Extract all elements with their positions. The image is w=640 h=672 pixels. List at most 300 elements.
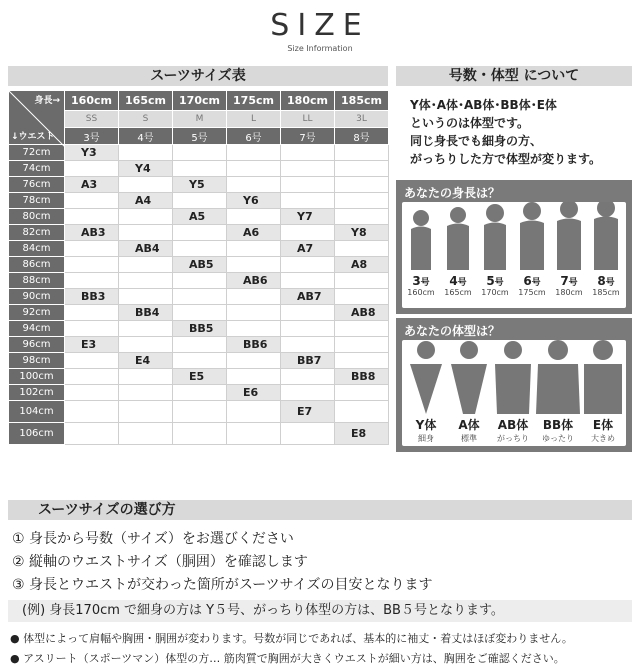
- body-type-desc: がっちり: [497, 434, 529, 443]
- size-code: [65, 258, 81, 271]
- size-code: [65, 322, 81, 335]
- height-box-inner: [402, 202, 626, 308]
- size-cell: [335, 423, 389, 445]
- size-cell: [173, 257, 227, 273]
- letter-size-header: 3L: [335, 111, 389, 128]
- waist-label: 80cm: [9, 209, 65, 225]
- height-figure-label: [588, 274, 624, 297]
- size-cell: [173, 337, 227, 353]
- body-type-box: [396, 318, 632, 452]
- size-cell: [281, 177, 335, 193]
- size-code: BB8: [351, 370, 376, 383]
- size-unit: 号: [568, 278, 578, 288]
- size-cell: [227, 321, 281, 337]
- body-type-intro: [410, 96, 630, 168]
- waist-label: 98cm: [9, 353, 65, 369]
- size-code: [335, 194, 351, 207]
- waist-label: 72cm: [9, 145, 65, 161]
- size-cell: [281, 225, 335, 241]
- size-cell: [119, 241, 173, 257]
- size-cell: [65, 273, 119, 289]
- size-code: [65, 306, 81, 319]
- size-code: [281, 370, 297, 383]
- size-code: [281, 162, 297, 175]
- size-code: [65, 405, 81, 418]
- table-row: [9, 369, 389, 385]
- howto-step-2: ② 縦軸のウエストサイズ（胴囲）を確認します: [12, 554, 308, 570]
- waist-label: 76cm: [9, 177, 65, 193]
- table-row: [9, 401, 389, 423]
- size-table-title: スーツサイズ表: [8, 66, 388, 86]
- size-cell: [335, 305, 389, 321]
- size-cell: [281, 145, 335, 161]
- e-body-icon: [584, 340, 622, 414]
- size-cell: [335, 145, 389, 161]
- size-code: [227, 306, 243, 319]
- size-code: AB5: [189, 258, 214, 271]
- size-code: A7: [297, 242, 314, 255]
- size-cell: [335, 353, 389, 369]
- size-cell: [227, 385, 281, 401]
- table-row: [9, 385, 389, 401]
- size-code: [281, 306, 297, 319]
- size-cell: [227, 401, 281, 423]
- size-cell: [227, 423, 281, 445]
- waist-label: 100cm: [9, 369, 65, 385]
- waist-label: 94cm: [9, 321, 65, 337]
- page-header: [0, 0, 640, 54]
- size-code: E7: [297, 405, 313, 418]
- size-code: [119, 226, 135, 239]
- size-cell: [65, 241, 119, 257]
- size-code: E3: [81, 338, 97, 351]
- size-cell: [119, 321, 173, 337]
- howto-step-1: ① 身長から号数（サイズ）をお選びください: [12, 531, 294, 547]
- size-cell: [173, 193, 227, 209]
- figure-8-icon: [594, 202, 618, 270]
- size-unit: 号: [605, 278, 615, 288]
- size-cell: [119, 353, 173, 369]
- howto-title: スーツサイズの選び方: [8, 500, 632, 520]
- size-code: [119, 210, 135, 223]
- size-cell: [65, 321, 119, 337]
- height-figure-label: [403, 274, 439, 297]
- size-code: BB3: [81, 290, 106, 303]
- waist-label: 102cm: [9, 385, 65, 401]
- waist-label: 92cm: [9, 305, 65, 321]
- size-unit: 号: [494, 278, 504, 288]
- size-cell: [227, 177, 281, 193]
- size-cell: [227, 305, 281, 321]
- size-cell: [119, 193, 173, 209]
- size-code: [65, 386, 81, 399]
- size-code: [281, 146, 297, 159]
- size-number: 5: [486, 274, 495, 288]
- height-figure-label: [514, 274, 550, 297]
- size-cell: [173, 353, 227, 369]
- size-cell: [173, 423, 227, 445]
- table-row: [9, 353, 389, 369]
- size-code: [227, 146, 243, 159]
- size-cell: [119, 257, 173, 273]
- body-type-desc: ゆったり: [542, 434, 574, 443]
- a-body-icon: [451, 341, 487, 414]
- intro-line: Y体･A体･AB体･BB体･E体: [410, 98, 557, 112]
- number-size-header: 8号: [335, 128, 389, 145]
- body-type-name: AB体: [497, 418, 529, 432]
- size-code: [335, 338, 351, 351]
- size-cell: [335, 161, 389, 177]
- size-code: [65, 242, 81, 255]
- size-cell: [65, 289, 119, 305]
- waist-label: 96cm: [9, 337, 65, 353]
- size-code: [119, 322, 135, 335]
- table-row: [9, 423, 389, 445]
- size-code: E6: [243, 386, 259, 399]
- waist-label: 86cm: [9, 257, 65, 273]
- size-cell: [119, 225, 173, 241]
- size-code: AB8: [351, 306, 376, 319]
- table-row: [9, 305, 389, 321]
- body-type-box-title: あなたの体型は？: [404, 324, 501, 338]
- size-code: BB6: [243, 338, 268, 351]
- size-cell: [173, 145, 227, 161]
- size-cell: [65, 145, 119, 161]
- size-code: [281, 427, 297, 440]
- size-code: AB7: [297, 290, 322, 303]
- size-code: E4: [135, 354, 151, 367]
- waist-label: 88cm: [9, 273, 65, 289]
- size-height: 180cm: [555, 288, 583, 297]
- size-code: [119, 178, 135, 191]
- size-code: [227, 178, 243, 191]
- size-code: [281, 338, 297, 351]
- size-code: [65, 162, 81, 175]
- howto-note-1: ● 体型によって肩幅や胸囲・胴囲が変わります。号数が同じであれば、基本的に袖丈・着丈はほぼ変わりません。: [10, 632, 573, 645]
- size-cell: [281, 385, 335, 401]
- size-cell: [335, 321, 389, 337]
- size-code: [173, 306, 189, 319]
- size-cell: [65, 337, 119, 353]
- size-height: 160cm: [407, 288, 435, 297]
- size-code: [335, 405, 351, 418]
- waist-label: 78cm: [9, 193, 65, 209]
- size-code: A5: [189, 210, 206, 223]
- size-code: [173, 386, 189, 399]
- size-cell: [281, 257, 335, 273]
- size-cell: [335, 225, 389, 241]
- size-cell: [173, 305, 227, 321]
- size-cell: [227, 225, 281, 241]
- size-code: [173, 162, 189, 175]
- number-size-header: 7号: [281, 128, 335, 145]
- waist-label: 90cm: [9, 289, 65, 305]
- size-code: [65, 370, 81, 383]
- size-code: Y5: [189, 178, 205, 191]
- size-cell: [335, 337, 389, 353]
- table-row: [9, 337, 389, 353]
- table-corner: [9, 91, 65, 145]
- size-cell: [119, 385, 173, 401]
- size-cell: [335, 177, 389, 193]
- size-code: [335, 354, 351, 367]
- howto-step-3: ③ 身長とウエストが交わった箇所がスーツサイズの目安となります: [12, 577, 433, 593]
- size-code: [65, 274, 81, 287]
- size-code: [335, 210, 351, 223]
- size-cell: [119, 177, 173, 193]
- size-unit: 号: [457, 278, 467, 288]
- size-cell: [227, 193, 281, 209]
- size-cell: [227, 353, 281, 369]
- height-header: 185cm: [335, 91, 389, 111]
- body-type-name: Y体: [415, 418, 437, 432]
- table-row: [9, 257, 389, 273]
- size-code: [173, 405, 189, 418]
- size-cell: [119, 289, 173, 305]
- page-subtitle: Size Information: [287, 44, 353, 53]
- right-panel-title: 号数・体型 について: [396, 66, 632, 86]
- size-code: [65, 194, 81, 207]
- size-cell: [227, 209, 281, 225]
- size-cell: [119, 369, 173, 385]
- size-code: [173, 290, 189, 303]
- size-code: Y7: [297, 210, 313, 223]
- body-type-label: [581, 416, 625, 444]
- size-code: [173, 226, 189, 239]
- figure-7-icon: [557, 202, 581, 270]
- size-cell: [119, 423, 173, 445]
- size-code: [173, 427, 189, 440]
- height-figures: [402, 202, 626, 282]
- size-cell: [173, 385, 227, 401]
- size-cell: [119, 305, 173, 321]
- size-cell: [227, 241, 281, 257]
- figure-3-icon: [411, 210, 431, 270]
- table-row: [9, 241, 389, 257]
- size-code: AB3: [81, 226, 106, 239]
- size-cell: [281, 273, 335, 289]
- size-code: [119, 427, 135, 440]
- size-code: AB6: [243, 274, 268, 287]
- waist-label: 84cm: [9, 241, 65, 257]
- height-box: [396, 180, 632, 314]
- size-code: [119, 290, 135, 303]
- size-code: [335, 386, 351, 399]
- size-code: [227, 370, 243, 383]
- table-row: [9, 161, 389, 177]
- size-code: [335, 146, 351, 159]
- figure-6-icon: [520, 202, 544, 270]
- size-cell: [281, 353, 335, 369]
- waist-label: 104cm: [9, 401, 65, 423]
- body-type-label: [447, 416, 491, 444]
- size-cell: [173, 321, 227, 337]
- size-cell: [65, 209, 119, 225]
- size-cell: [173, 161, 227, 177]
- table-row: [9, 145, 389, 161]
- height-figure-label: [440, 274, 476, 297]
- size-code: [119, 258, 135, 271]
- size-code: E8: [351, 427, 367, 440]
- size-code: [227, 322, 243, 335]
- size-unit: 号: [531, 278, 541, 288]
- size-height: 170cm: [481, 288, 509, 297]
- waist-label: 82cm: [9, 225, 65, 241]
- size-code: [281, 194, 297, 207]
- size-cell: [227, 273, 281, 289]
- size-cell: [227, 369, 281, 385]
- size-code: Y8: [351, 226, 367, 239]
- size-cell: [281, 193, 335, 209]
- intro-line: 同じ身長でも細身の方、: [410, 134, 543, 148]
- size-cell: [65, 193, 119, 209]
- size-code: A3: [81, 178, 98, 191]
- size-code: [227, 210, 243, 223]
- size-code: [335, 178, 351, 191]
- size-code: [227, 242, 243, 255]
- size-cell: [65, 161, 119, 177]
- body-type-figures: [402, 340, 626, 420]
- figure-5-icon: [484, 204, 506, 270]
- y-body-icon: [410, 341, 442, 414]
- size-code: [119, 274, 135, 287]
- intro-line: がっちりした方で体型が変ります。: [410, 152, 602, 166]
- size-cell: [335, 369, 389, 385]
- corner-waist-label: ↓ウエスト: [11, 132, 55, 142]
- size-cell: [281, 423, 335, 445]
- size-code: [335, 162, 351, 175]
- size-cell: [173, 241, 227, 257]
- letter-size-header: L: [227, 111, 281, 128]
- size-code: [335, 290, 351, 303]
- size-cell: [281, 401, 335, 423]
- table-row: [9, 209, 389, 225]
- size-cell: [65, 257, 119, 273]
- size-code: A8: [351, 258, 368, 271]
- size-code: [65, 427, 81, 440]
- size-table: [8, 90, 389, 445]
- size-code: A6: [243, 226, 260, 239]
- letter-size-header: S: [119, 111, 173, 128]
- body-type-desc: 細身: [418, 434, 434, 443]
- letter-size-header: SS: [65, 111, 119, 128]
- table-row: [9, 273, 389, 289]
- size-cell: [119, 145, 173, 161]
- height-header: 175cm: [227, 91, 281, 111]
- size-code: [227, 258, 243, 271]
- size-height: 185cm: [592, 288, 620, 297]
- size-cell: [65, 385, 119, 401]
- size-code: [227, 405, 243, 418]
- size-cell: [173, 289, 227, 305]
- body-type-label: [491, 416, 535, 444]
- height-header: 160cm: [65, 91, 119, 111]
- size-code: [65, 354, 81, 367]
- howto-example: (例) 身長170cm で細身の方は Y５号、がっちり体型の方は、BB５号となります。: [8, 600, 632, 622]
- size-cell: [335, 401, 389, 423]
- bb-body-icon: [536, 340, 580, 414]
- number-size-header: 5号: [173, 128, 227, 145]
- howto-note-2: ● アスリート（スポーツマン）体型の方… 筋肉質で胸囲が大きくウエストが細い方は、胸囲をご確認ください。: [10, 652, 565, 665]
- size-code: [335, 322, 351, 335]
- size-unit: 号: [420, 278, 430, 288]
- size-code: [227, 162, 243, 175]
- size-code: [119, 405, 135, 418]
- body-type-desc: 大きめ: [591, 434, 615, 443]
- letter-size-header: M: [173, 111, 227, 128]
- size-code: [227, 427, 243, 440]
- size-cell: [227, 161, 281, 177]
- size-number: 3: [412, 274, 421, 288]
- size-code: Y4: [135, 162, 151, 175]
- size-code: E5: [189, 370, 205, 383]
- height-box-title: あなたの身長は？: [404, 186, 501, 200]
- size-cell: [173, 369, 227, 385]
- height-figure-label: [551, 274, 587, 297]
- table-row: [9, 321, 389, 337]
- size-code: [281, 274, 297, 287]
- size-code: [173, 194, 189, 207]
- size-cell: [227, 337, 281, 353]
- size-cell: [281, 289, 335, 305]
- height-header: 170cm: [173, 91, 227, 111]
- size-code: [173, 354, 189, 367]
- ab-body-icon: [495, 341, 531, 414]
- size-cell: [65, 177, 119, 193]
- body-type-name: E体: [592, 418, 614, 432]
- size-code: [281, 178, 297, 191]
- size-cell: [335, 273, 389, 289]
- table-row: [9, 193, 389, 209]
- size-cell: [173, 177, 227, 193]
- size-cell: [65, 401, 119, 423]
- size-number: 7: [560, 274, 569, 288]
- size-cell: [173, 401, 227, 423]
- letter-size-header: LL: [281, 111, 335, 128]
- number-size-header: 6号: [227, 128, 281, 145]
- size-code: [281, 258, 297, 271]
- body-type-name: A体: [458, 418, 480, 432]
- size-cell: [65, 353, 119, 369]
- table-row: [9, 289, 389, 305]
- size-cell: [281, 337, 335, 353]
- size-cell: [65, 369, 119, 385]
- size-cell: [281, 241, 335, 257]
- size-cell: [281, 305, 335, 321]
- size-cell: [335, 241, 389, 257]
- size-code: BB7: [297, 354, 322, 367]
- waist-label: 106cm: [9, 423, 65, 445]
- size-code: AB4: [135, 242, 160, 255]
- size-cell: [65, 305, 119, 321]
- size-code: [335, 274, 351, 287]
- size-code: [281, 226, 297, 239]
- size-code: [227, 354, 243, 367]
- size-code: [173, 338, 189, 351]
- intro-line: というのは体型です。: [410, 116, 530, 130]
- size-cell: [173, 273, 227, 289]
- size-code: [281, 386, 297, 399]
- size-code: Y6: [243, 194, 259, 207]
- table-row: [9, 225, 389, 241]
- size-cell: [281, 161, 335, 177]
- corner-height-label: 身長→: [34, 96, 60, 106]
- size-cell: [173, 209, 227, 225]
- size-cell: [119, 209, 173, 225]
- page-title: SIZE: [270, 8, 370, 43]
- size-cell: [335, 209, 389, 225]
- body-type-label: [404, 416, 448, 444]
